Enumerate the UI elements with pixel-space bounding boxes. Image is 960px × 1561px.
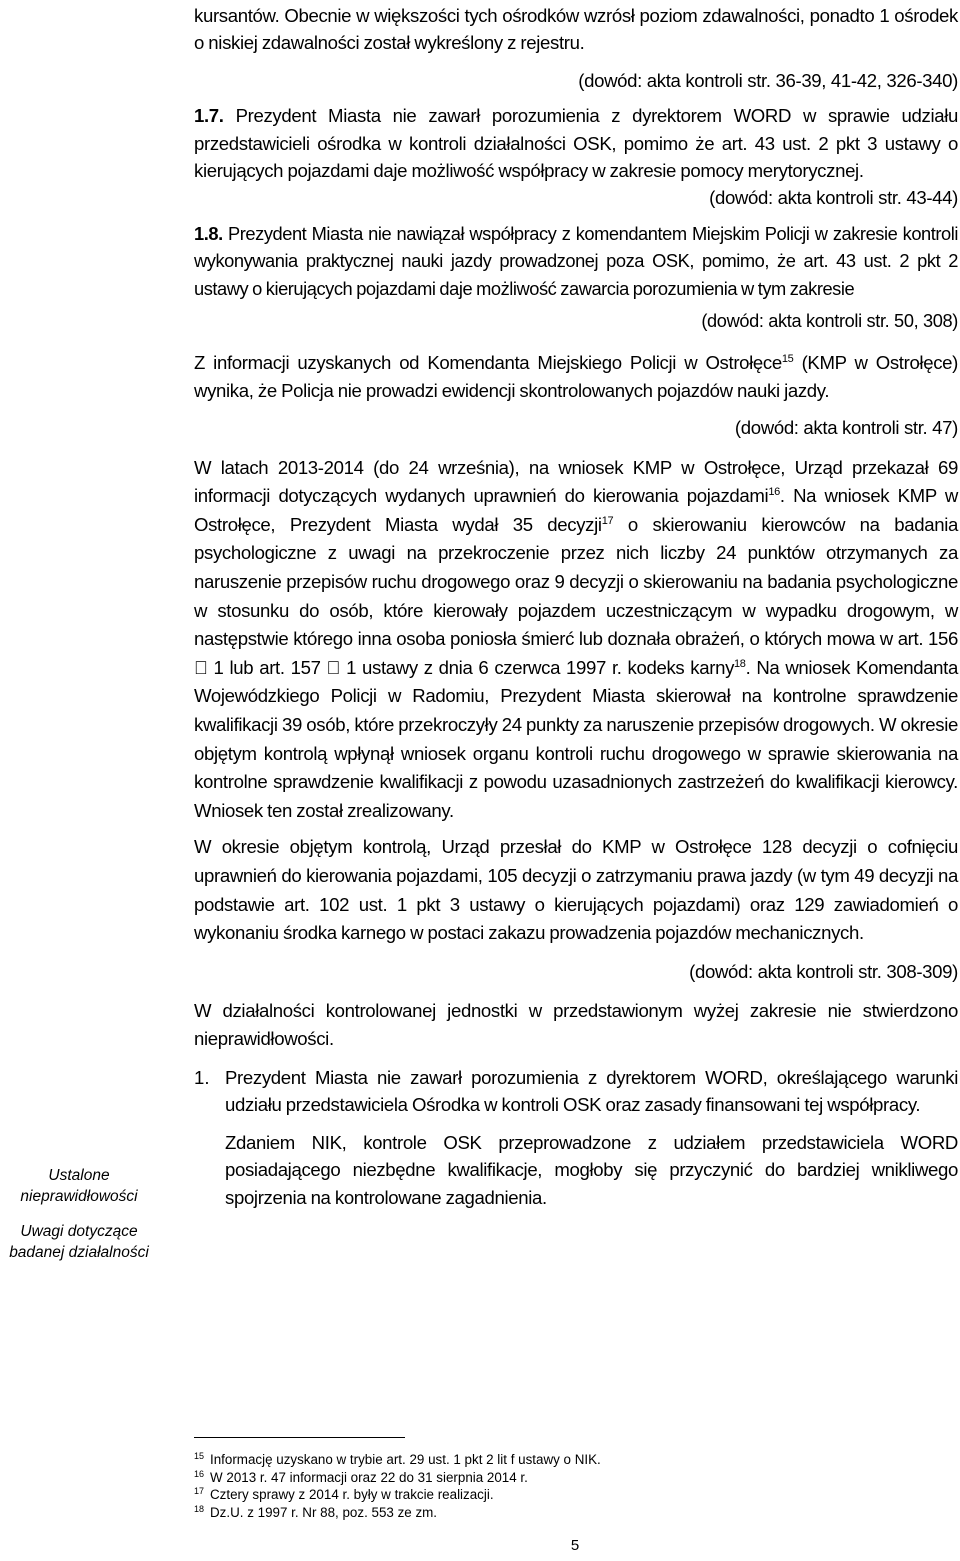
margin-note-irregularities: Ustalone nieprawidłowości — [20, 1167, 138, 1205]
footnote-separator — [194, 1437, 405, 1438]
paragraph-period: W okresie objętym kontrolą, Urząd przesłał do KMP w Ostrołęce 128 decyzji o cofnięciu uprawnień do kierowania pojazdami, 105 decyzji o zatrzymaniu prawa jazdy (w tym 49 decyzji na podstawie art. 102 ust. 1 pkt 3 ustawy o kierujących pojazdami) oraz 129 zawiadomień o wykonaniu środka karnego w postaci zakazu prowadzenia pojazdów mechanicznych. — [194, 836, 958, 944]
evidence-reference: (dowód: akta kontroli str. 308-309) — [689, 960, 958, 982]
paragraph-years-block — [194, 454, 958, 948]
evidence-reference: (dowód: akta kontroli str. 36-39, 41-42, 326-340) — [578, 69, 958, 91]
page-number: 5 — [570, 1537, 580, 1554]
margin-notes — [0, 1165, 158, 1277]
evidence-reference: (dowód: akta kontroli str. 43-44) — [709, 187, 958, 209]
footnote-number: 18 — [194, 1503, 205, 1514]
footnotes — [194, 1451, 601, 1521]
footnote-number: 16 — [194, 1468, 205, 1479]
footnote-ref: 16 — [768, 486, 780, 499]
main-text — [194, 2, 958, 1211]
section-1-7 — [194, 102, 958, 184]
section-number: 1.7. — [194, 105, 224, 127]
section-text: Prezydent Miasta nie nawiązał współpracy z komendantem Miejskim Policji w zakresie kontroli wykonywania praktycznej nauki jazdy prowadzonej poza OSK, pomimo, że art. 43 ust. 2 pkt 2 ustawy o kierujących pojazdami daje możliwość zawarcia porozumienia w tym zakresie — [194, 222, 958, 299]
footnote-ref: 15 — [781, 353, 794, 366]
footnote-number: 17 — [194, 1486, 205, 1496]
footnote-17 — [194, 1486, 601, 1504]
footnote-text: Dz.U. z 1997 r. Nr 88, poz. 553 ze zm. — [210, 1504, 438, 1520]
section-number: 1.8. — [194, 222, 223, 244]
finding-item-1 — [194, 1064, 958, 1211]
paragraph-text: W latach 2013-2014 (do 24 września), na wniosek KMP w Ostrołęce, Urząd przekazał 69 informacji dotyczących wydanych uprawnień do kierowania pojazdami — [194, 456, 958, 507]
footnote-text: W 2013 r. 47 informacji oraz 22 do 31 sierpnia 2014 r. — [210, 1469, 528, 1485]
footnote-text: Cztery sprawy z 2014 r. były w trakcie realizacji. — [210, 1487, 494, 1502]
paragraph-text: Z informacji uzyskanych od Komendanta Miejskiego Policji w Ostrołęce — [194, 352, 782, 374]
footnote-number: 15 — [194, 1451, 205, 1461]
findings-intro: W działalności kontrolowanej jednostki w przedstawionym wyżej zakresie nie stwierdzono nieprawidłowości. — [194, 1000, 958, 1049]
item-number: 1. — [194, 1067, 210, 1088]
footnote-text: Informację uzyskano w trybie art. 29 ust. 1 pkt 2 lit f ustawy o NIK. — [210, 1452, 601, 1467]
margin-note-remarks: Uwagi dotyczące badanej działalności — [9, 1223, 149, 1261]
paragraph-text: . Na wniosek KMP w Ostrołęce, Prezydent Miasta wydał 35 decyzji — [194, 485, 959, 535]
footnote-ref: 18 — [726, 657, 739, 670]
footnote-15 — [194, 1451, 601, 1469]
evidence-reference: (dowód: akta kontroli str. 50, 308) — [701, 311, 958, 332]
section-text: Prezydent Miasta nie zawarł porozumienia z dyrektorem WORD w sprawie udziału przedstawicieli ośrodka w kontroli działalności OSK, pomimo że art. 43 ust. 2 pkt 3 ustawy o kierujących pojazdami daje możliwość współpracy w zakresie pomocy merytorycznej. — [194, 105, 958, 182]
paragraph-kmp-information — [194, 349, 958, 404]
paragraph-text: (KMP w Ostrołęce) wynika, że Policja nie prowadzi ewidencji skontrolowanych pojazdów nauki jazdy. — [194, 352, 958, 401]
evidence-reference: (dowód: akta kontroli str. 47) — [734, 417, 958, 439]
footnote-ref: 17 — [601, 514, 614, 527]
item-text: Prezydent Miasta nie zawarł porozumienia z dyrektorem WORD, określającego warunki udziału przedstawiciela Ośrodka w kontroli OSK oraz zasady finansowani tej współpracy. — [225, 1067, 958, 1116]
footnote-16 — [194, 1469, 601, 1487]
section-1-8 — [194, 220, 958, 302]
paragraph-continuation: kursantów. Obecnie w większości tych ośrodków wzrósł poziom zdawalności, ponadto 1 ośrodek o niskiej zdawalności został wykreślony z rejestru. — [194, 5, 958, 54]
paragraph-text: o skierowaniu kierowców na badania psychologiczne z uwagi na przekroczenie przez nich liczby 24 punktów otrzymanych za naruszenie przepisów ruchu drogowego oraz 9 decyzji o skierowaniu na badania psychologiczne w stosunku do osób, które kierowały pojazdem uczestniczącym w wypadku drogowym, w następstwie którego inna osoba poniosła śmierć lub doznała obrażeń, o których mowa w art. 156 1 lub art. 157 1 ustawy z dnia 6 czerwca 1997 r. kodeks karny — [194, 513, 958, 678]
paragraph-years — [194, 454, 958, 826]
footnote-18 — [194, 1504, 601, 1522]
nik-opinion: Zdaniem NIK, kontrole OSK przeprowadzone z udziałem przedstawiciela WORD posiadającego niezbędne kwalifikacje, mogłoby się przyczynić do bardziej wnikliwego spojrzenia na kontrolowane zagadnienia. — [225, 1131, 958, 1208]
paragraph-text: . Na wniosek Komendanta Wojewódzkiego Policji w Radomiu, Prezydent Miasta skierował na kontrolne sprawdzenie kwalifikacji 39 osób, które przekroczyły 24 punkty za naruszenie przepisów drogowych. W okresie objętym kontrolą wpłynął wniosek organu kontroli ruchu drogowego w sprawie skierowania na kontrolne sprawdzenie kwalifikacji z powodu uzasadnionych zastrzeżeń do kwalifikacji kierowcy. Wniosek ten został zrealizowany. — [194, 656, 958, 821]
